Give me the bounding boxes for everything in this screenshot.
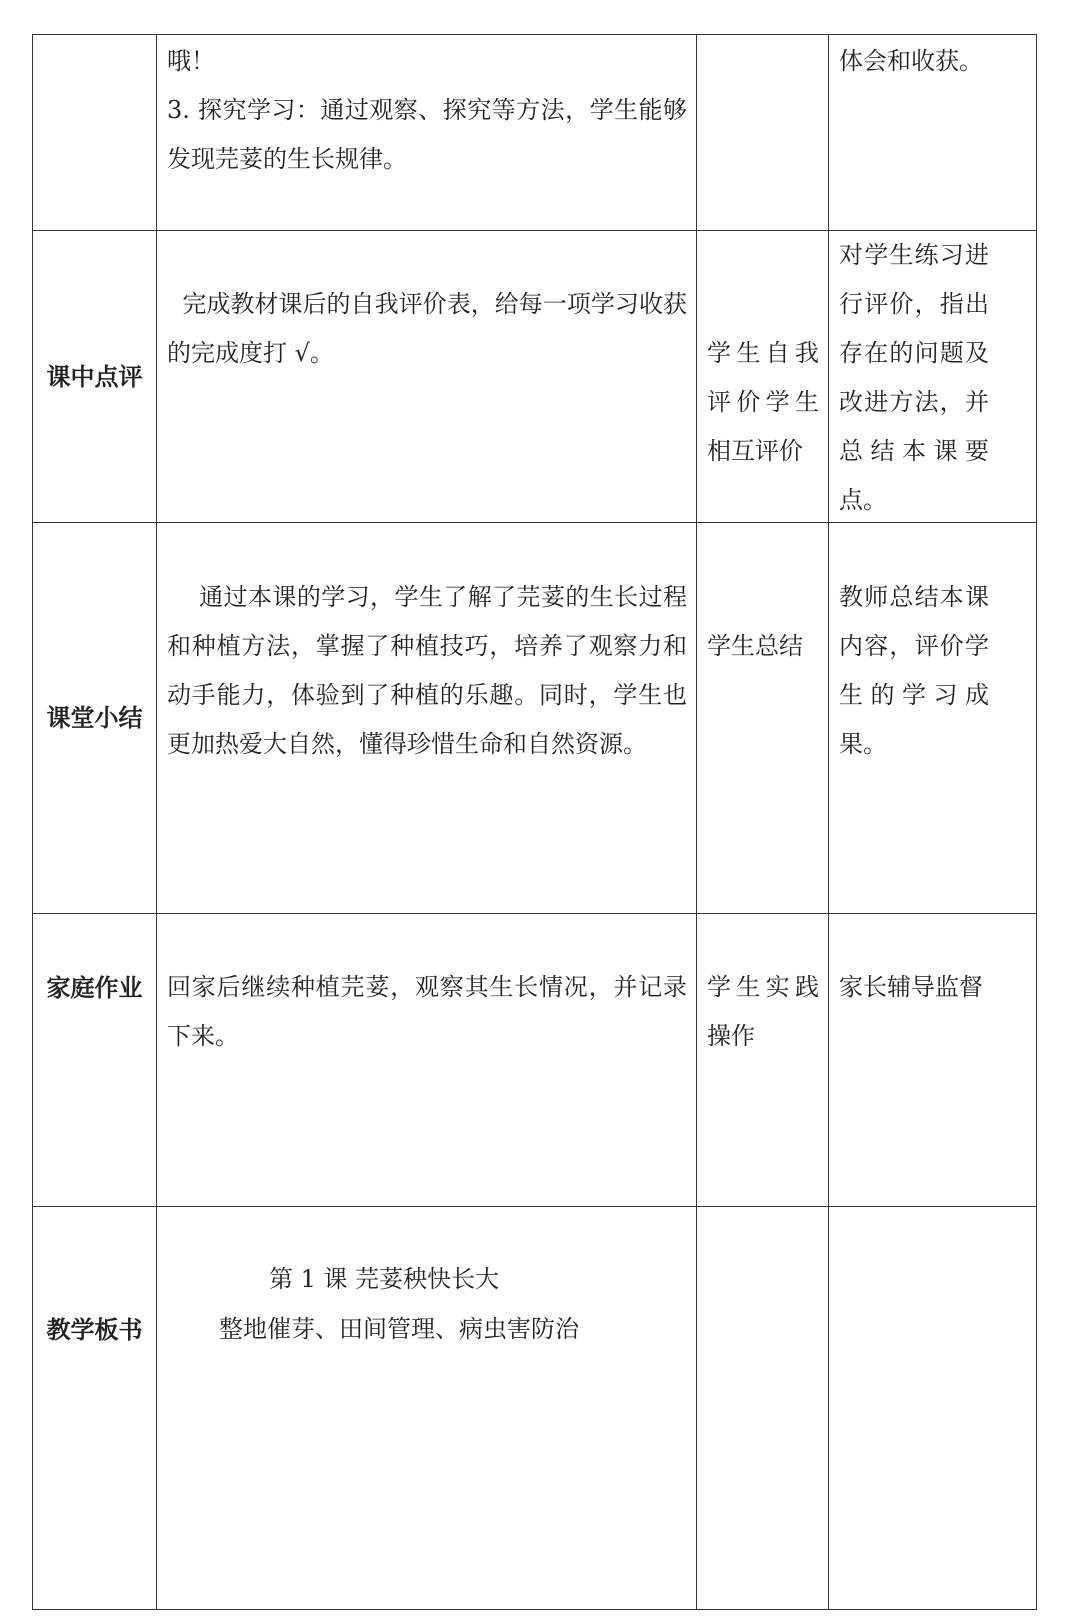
teacher-cell: 体会和收获。 [839, 47, 983, 75]
content-cell: 哦！ 3. 探究学习：通过观察、探究等方法，学生能够发现芫荽的生长规律。 [167, 47, 687, 173]
column-divider [828, 35, 829, 1609]
row-divider [33, 1206, 1036, 1207]
teacher-cell: 家长辅导监督 [839, 973, 983, 1001]
student-cell: 学生自我评价学生相互评价 [707, 339, 819, 465]
board-title: 第 1 课 芫荽秧快长大 [269, 1265, 500, 1293]
board-line: 整地催芽、田间管理、病虫害防治 [219, 1315, 579, 1343]
lesson-plan-table [32, 34, 1037, 1610]
content-cell: 回家后继续种植芫荽，观察其生长情况，并记录下来。 [167, 973, 687, 1050]
student-cell: 学生实践操作 [707, 973, 819, 1050]
row-divider [33, 913, 1036, 914]
column-divider [156, 35, 157, 1609]
row-label: 课中点评 [46, 361, 143, 391]
student-cell: 学生总结 [707, 632, 803, 660]
column-divider [696, 35, 697, 1609]
teacher-cell: 教师总结本课内容，评价学生的学习成果。 [839, 583, 989, 758]
row-label: 教学板书 [46, 1315, 143, 1344]
content-cell: 完成教材课后的自我评价表，给每一项学习收获的完成度打 √。 [167, 290, 687, 367]
row-label: 家庭作业 [46, 973, 143, 1002]
content-cell: 通过本课的学习，学生了解了芫荽的生长过程和种植方法，掌握了种植技巧，培养了观察力和动手能力，体验到了种植的乐趣。同时，学生也更加热爱大自然，懂得珍惜生命和自然资源。 [167, 583, 688, 758]
teacher-cell: 对学生练习进行评价，指出存在的问题及改进方法，并总结本课要点。 [839, 241, 989, 514]
row-label: 课堂小结 [46, 703, 143, 732]
